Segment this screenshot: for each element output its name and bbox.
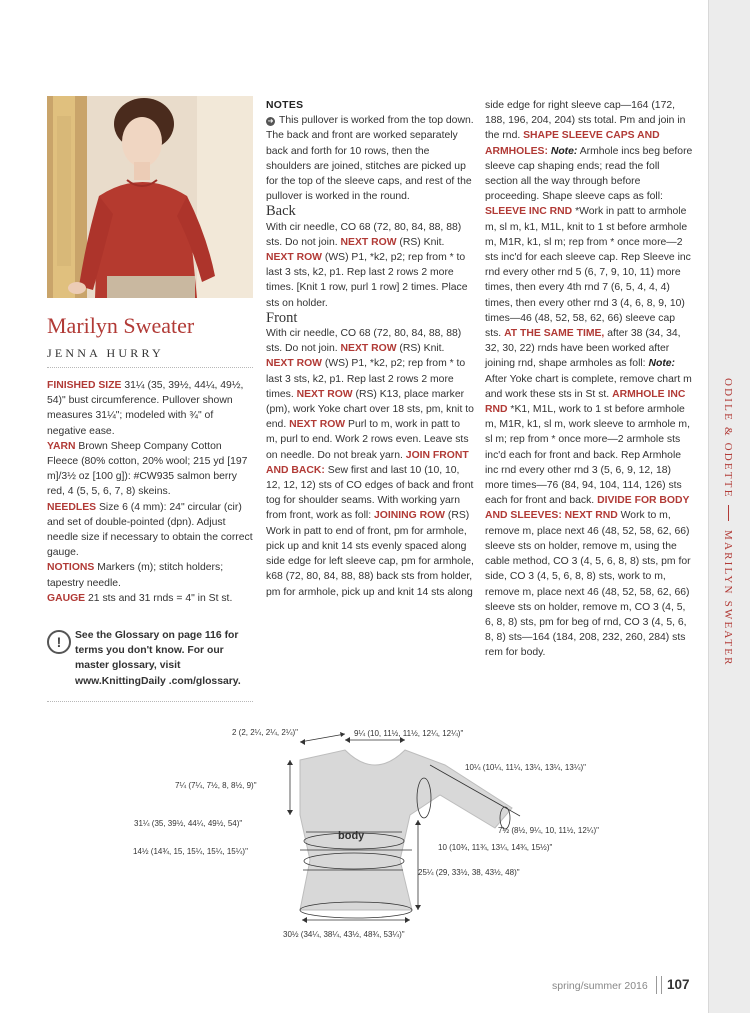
back-text	[266, 220, 474, 311]
label: NEXT ROW	[296, 388, 353, 400]
col3-text	[485, 98, 693, 661]
dim-bust: 31¼ (35, 39½, 44¼, 49½, 54)"	[134, 819, 243, 828]
spec-text: Size 6 (4 mm): 24" circular (cir) and set of double-pointed (dpn). Adjust needle size if necessary to obtain the correct gauge.	[47, 501, 253, 559]
back-heading: Back	[266, 203, 296, 220]
dim-yoke-depth: 7¼ (7¼, 7½, 8, 8½, 9)"	[175, 781, 257, 790]
dim-waist-circ: 25¼ (29, 33½, 38, 43½, 48)"	[418, 868, 520, 877]
text: Sew first and last 10 (10, 10, 12, 12, 12) sts of CO edges of back and front tog for shoulder seams. With working yarn from front, work as foll:	[266, 464, 474, 522]
designer-name: JENNA HURRY	[47, 346, 164, 360]
finished-size	[47, 378, 255, 439]
label: SHAPE SLEEVE CAPS AND ARMHOLES:	[485, 130, 660, 157]
section-label: ODILE & ODETTE	[722, 378, 734, 499]
text: Purl to m, work in patt to m, purl to end. Work 2 rows even. Leave sts on needle. Do not break yarn.	[266, 419, 469, 461]
text: Work to m, remove m, place next 46 (48, 52, 58, 62, 66) sleeve sts on holder, remove m, using the cable method, CO 3 (4, 5, 6, 8, 8) sts, pm for side, CO 3 (4, 5, 6, 8, 8) sts, work to m, remove m, place next 46 (48, 52, 58, 62, 66) sleeve sts on holder, remove m, CO 3 (4, 5, 6, 8, 8) sts, pm for beg of rnd, CO 3 (4, 5, 6, 8, 8) sts—164 (184, 208, 232, 260, 284) sts rem for body.	[485, 510, 691, 659]
footer-issue: spring/summer 2016	[552, 980, 648, 992]
text: After Yoke chart is complete, remove chart m and work these sts in St st.	[485, 373, 692, 400]
label: JOIN FRONT AND BACK:	[266, 449, 469, 476]
page-number: 107	[667, 977, 690, 992]
column-2	[266, 98, 474, 600]
dim-shoulder: 2 (2, 2¼, 2¼, 2¼)"	[232, 728, 298, 737]
text: after 38 (34, 34, 32, 30, 22) rnds have been worked after joining rnd, shape armholes as foll:	[485, 328, 681, 370]
footer-divider	[656, 976, 662, 994]
notes-text	[266, 113, 474, 204]
text: With cir needle, CO 68 (72, 80, 84, 88, 88) sts. Do not join.	[266, 221, 462, 248]
spec-label: YARN	[47, 440, 76, 452]
label: NEXT ROW	[340, 236, 397, 248]
bullet-icon: ➜	[267, 118, 274, 126]
label: SLEEVE INC RND	[485, 206, 573, 218]
specs-block	[47, 378, 255, 606]
text: (WS) P1, *k2, p2; rep from * to last 3 sts, k2, p1. Rep last 2 rows 2 more times. [Knit 1 row, purl 1 row] 2 times. Place sts on holder.	[266, 252, 468, 309]
front-text	[266, 326, 474, 600]
spec-label: FINISHED SIZE	[47, 380, 122, 391]
column-3	[485, 98, 693, 661]
note-label: Note:	[550, 145, 578, 157]
model-photo	[47, 96, 253, 298]
article-label: MARILYN SWEATER	[722, 530, 734, 667]
spec-label: NOTIONS	[47, 562, 95, 574]
glossary-note	[47, 628, 257, 689]
text: With cir needle, CO 68 (72, 80, 84, 88, 88) sts. Do not join.	[266, 328, 462, 355]
text: side edge for right sleeve cap—164 (172, 188, 196, 204, 204) sts total. Pm and join in the rnd.	[485, 100, 686, 142]
glossary-text: See the Glossary on page 116 for terms you don't know. For our master glossary, visit www.KnittingDaily .com/glossary.	[75, 630, 241, 687]
spec-text: Brown Sheep Company Cotton Fleece (80% cotton, 20% wool; 215 yd [197 m]/3½ oz [100 g]): #CW935 salmon berry red, 4 (5, 5, 6, 7, 8) skeins.	[47, 440, 248, 498]
pattern-title: Marilyn Sweater	[47, 313, 195, 338]
notions	[47, 560, 255, 590]
spec-text: 21 sts and 31 rnds = 4" in St st.	[85, 592, 233, 604]
yarn	[47, 439, 255, 500]
text: (RS) K13, place marker (pm), work Yoke chart over 18 sts, pm, knit to end.	[266, 388, 474, 431]
exclamation-icon: !	[47, 630, 71, 654]
sidebar-tick	[728, 505, 729, 521]
dim-hip: 30½ (34¼, 38¼, 43½, 48¾, 53¼)"	[283, 930, 405, 939]
dim-sleeve-width: 7½ (8½, 9¼, 10, 11½, 12¼)"	[498, 826, 599, 835]
dim-waist: 14½ (14¾, 15, 15¼, 15¼, 15¼)"	[133, 847, 248, 856]
label: NEXT ROW	[289, 419, 346, 431]
divider	[47, 701, 253, 702]
text: *Work in patt to armhole m, sl m, k1, M1L, knit to 1 st before armhole m, M1R, k1, sl m; rep from * once more—2 sts inc'd for each sleeve cap. Rep Sleeve inc rnd every other rnd 5 (6, 7, 9, 10, 11) more times, then every 4th rnd 7 (6, 5, 4, 4, 4) times, then every other rnd 3 (4, 6, 8, 9, 10) times—46 (48, 52, 58, 62, 66) sleeve cap sts.	[485, 206, 691, 340]
divider	[47, 367, 253, 368]
gauge	[47, 591, 255, 606]
text: (RS) Knit.	[396, 343, 445, 355]
notes-heading: NOTES	[266, 100, 304, 111]
needles	[47, 500, 255, 561]
spec-text: 31¼ (35, 39½, 44¼, 49½, 54)" bust circumference. Pullover shown measures 31¼"; modeled with ¾" of negative ease.	[47, 380, 244, 437]
spec-label: GAUGE	[47, 592, 86, 604]
dim-upper-arm: 10 (10¾, 11¾, 13¼, 14¾, 15½)"	[438, 843, 553, 852]
schematic	[0, 720, 700, 950]
text: (RS) Knit.	[396, 236, 445, 248]
label: ARMHOLE INC RND	[485, 388, 686, 416]
schematic-label: body	[338, 830, 365, 842]
sidebar	[709, 0, 750, 1013]
model-illustration	[47, 96, 253, 298]
label: NEXT ROW	[266, 252, 322, 264]
text: Armhole incs beg before sleeve cap shaping ends; read the foll section all the way through before proceeding. Shape sleeve caps as foll:	[485, 145, 693, 203]
dim-sleeve-length: 10¼ (10¼, 11¼, 13¼, 13¼, 13¼)"	[465, 763, 586, 772]
spec-text: Markers (m); stitch holders; tapestry needle.	[47, 562, 224, 589]
text: *K1, M1L, work to 1 st before armhole m, M1R, k1, sl m, work sleeve to armhole m, sl m; rep from * once more—2 armhole sts inc'd each for front and back. Rep Armhole inc rnd every other rnd 3 (5, 6, 9, 12, 18) more times—76 (84, 94, 104, 114, 126) sts each for front and back.	[485, 404, 690, 507]
note-label: Note:	[648, 358, 676, 370]
notes-body: This pullover is worked from the top down. The back and front are worked separately back and forth for 10 rows, then the shoulders are joined, stitches are picked up for the top of the sleeve caps, and rest of the pullover is worked in the round.	[266, 115, 474, 203]
label: NEXT ROW	[266, 358, 322, 370]
text: (WS) P1, *k2, p2; rep from * to last 3 sts, k2, p1. Rep last 2 rows 2 more times.	[266, 358, 466, 400]
label: DIVIDE FOR BODY AND SLEEVES: NEXT RND	[485, 495, 690, 522]
text: (RS) Work in patt to end of front, pm for armhole, pick up and knit 14 sts evenly spaced along side edge for left sleeve cap, pm for armhole, k68 (72, 80, 84, 88, 88) back sts from holder, pm for armhole, pick up and knit 14 sts along	[266, 510, 474, 598]
label: AT THE SAME TIME,	[504, 328, 605, 340]
dim-neck: 9¼ (10, 11½, 11½, 12¼, 12¼)"	[354, 729, 464, 738]
front-heading: Front	[266, 309, 298, 326]
label: JOINING ROW	[373, 510, 445, 522]
spec-label: NEEDLES	[47, 501, 97, 513]
label: NEXT ROW	[340, 343, 397, 355]
